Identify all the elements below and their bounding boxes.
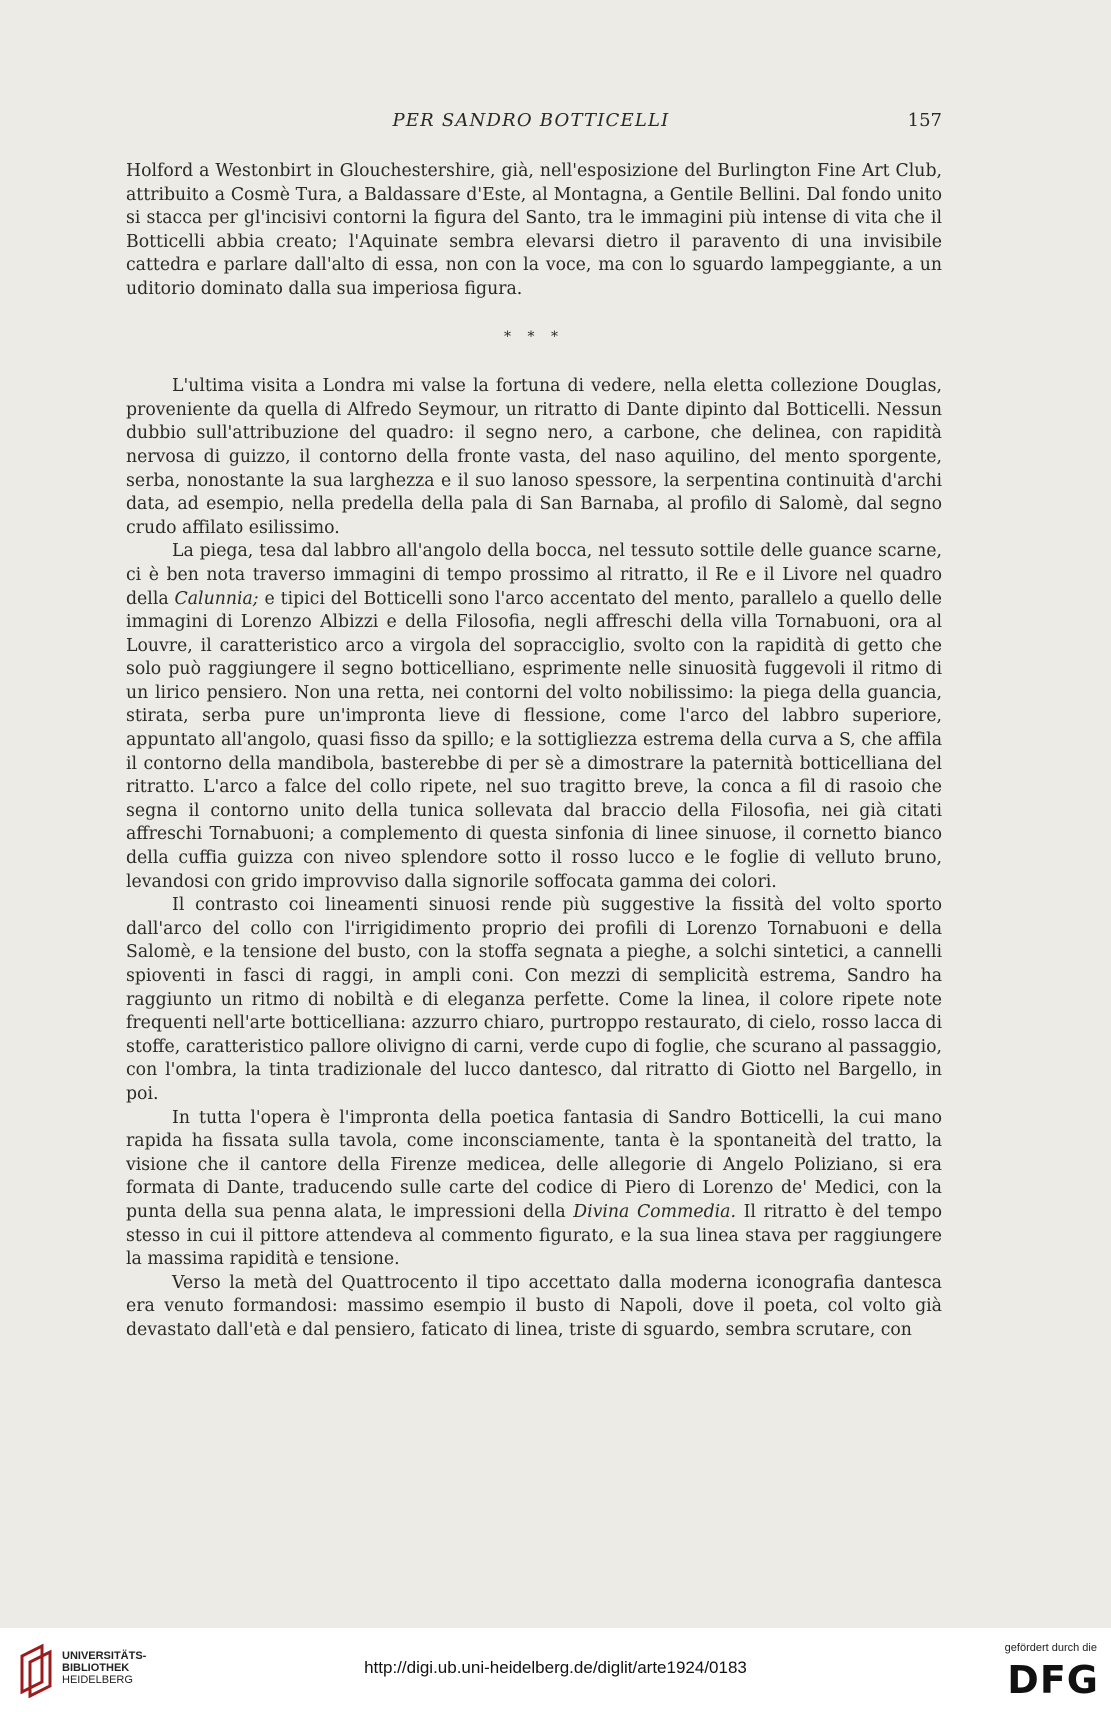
running-title: PER SANDRO BOTTICELLI: [392, 110, 670, 131]
paragraph-6: Verso la metà del Quattrocento il tipo accettato dalla moderna iconografia dantesca era venuto formandosi: massimo esempio il busto di Napoli, dove il poeta, col volto già devastato dall'età e dal pensiero, faticato di linea, triste di sguardo, sembra scrutare, con: [126, 1272, 942, 1340]
paragraph-5-text-a: In tutta l'opera è l'impronta della poetica fantasia di Sandro Botticelli, la cui mano rapida ha fissata sulla tavola, come inconsciamente, tanta è la spontaneità del tratto, la visione che il cantore della Firenze medicea, delle allegorie di Angelo Poliziano, si era formata di Dante, traducendo sulle carte del codice di Piero di Lorenzo de' Medici, con la punta della sua penna alata, le impressioni della: [126, 1107, 942, 1222]
running-head: [120, 110, 942, 140]
paragraph-3-text-a: La piega, tesa dal labbro all'angolo della bocca, nel tessuto sottile delle guance scarne, ci è ben nota traverso immagini di tempo prossimo al ritratto, il Re e il Livore nel quadro della: [126, 541, 942, 609]
library-line-2: BIBLIOTHEK: [62, 1662, 130, 1674]
source-url-link[interactable]: http://digi.ub.uni-heidelberg.de/diglit/arte1924/0183: [364, 1658, 747, 1677]
paragraph-5-italic-title: Divina Commedia.: [573, 1201, 736, 1222]
paragraph-1: Holford a Westonbirt in Glouchestershire, già, nell'esposizione del Burlington Fine Art Club, attribuito a Cosmè Tura, a Baldassare d'Este, al Montagna, a Gentile Bellini. Dal fondo unito si stacca per gl'incisivi contorni la figura del Santo, tra le immagini più intense di vita che il Botticelli abbia creato; l'Aquinate sembra elevarsi dietro il paravento di una invisibile cattedra e parlare dall'alto di essa, non con la voce, ma con lo sguardo lampeggiante, a un uditorio dominato dalla sua imperiosa figura.: [126, 161, 942, 299]
library-line-1: UNIVERSITÄTS-: [62, 1650, 147, 1662]
paragraph-3-italic-title: Calunnia;: [174, 588, 259, 609]
paragraph-3: [126, 540, 942, 894]
funding-label: gefördert durch die: [1004, 1642, 1097, 1654]
paragraph-2: L'ultima visita a Londra mi valse la fortuna di vedere, nella eletta collezione Douglas, proveniente da quella di Alfredo Seymour, un ritratto di Dante dipinto dal Botticelli. Nessun dubbio sull'attribuzione del quadro: il segno nero, a carbone, che delinea, con rapidità nervosa di guizzo, il contorno della fronte vasta, del naso aquilino, del mento sporgente, serba, nonostante la sua larghezza e il suo lanoso spessore, la serpentina continuità d'archi data, ad esempio, nella predella della pala di San Barnaba, al profilo di Salomè, dal segno crudo affilato esilissimo.: [126, 376, 942, 538]
page-number: 157: [907, 110, 942, 131]
library-line-3: HEIDELBERG: [62, 1674, 133, 1686]
paragraph-5-text-b: Il ritratto è del tempo stesso in cui il pittore attendeva al commento figurato, e la sua linea stava per raggiungere la massima rapidità e tensione.: [126, 1201, 942, 1270]
digitization-footer: [0, 1628, 1111, 1712]
section-separator: * * *: [504, 328, 564, 345]
dfg-logo: DFG: [1007, 1658, 1099, 1702]
paragraph-3-text-b: e tipici del Botticelli sono l'arco accentato del mento, parallelo a quello delle immagini di Lorenzo Albizzi e della Filosofia, negli affreschi della villa Tornabuoni, ora al Louvre, il caratteristico arco a virgola del sopracciglio, svolto con la rapidità di getto che solo può raggiungere il segno botticelliano, esprimente nelle sinuosità fuggevoli il ritmo di un lirico pensiero. Non una retta, nei contorni del volto nobilissimo: la piega della guancia, stirata, serba pure un'impronta lieve di flessione, come l'arco del labbro superiore, appuntato all'angolo, quasi fisso da spillo; e la sottigliezza estrema della curva a S, che affila il contorno della mandibola, basterebbe di per sè a dimostrare la paternità botticelliana del ritratto. L'arco a falce del collo ripete, nel suo tragitto breve, la conca a fil di rasoio che segna il contorno unito della tunica sollevata dal braccio della Filosofia, nei già citati affreschi Tornabuoni; a complemento di questa sinfonia di linee sinuose, il cornetto bianco della cuffia guizza con niveo splendore sotto il rosso lucco e le foglie di velluto bruno, levandosi con grido improvviso dalla signorile soffocata gamma dei colori.: [126, 588, 942, 892]
paragraph-4: Il contrasto coi lineamenti sinuosi rende più suggestive la fissità del volto sporto dall'arco del collo con l'irrigidimento proprio dei profili di Lorenzo Tornabuoni e della Salomè, e la tensione del busto, con la stoffa segnata a pieghe, a solchi sintetici, a cannelli spioventi in fasci di raggi, in ampli coni. Con mezzi di semplicità estrema, Sandro ha raggiunto un ritmo di nobiltà e di eleganza perfette. Come la linea, il colore ripete note frequenti nell'arte botticelliana: azzurro chiaro, purtroppo restaurato, di cielo, rosso lacca di stoffe, caratteristico pallore olivigno di carni, verde cupo di foglie, che scurano al passaggio, con l'ombra, la tinta tradizionale del lucco dantesco, dal ritratto di Giotto nel Bargello, in poi.: [126, 895, 942, 1104]
paragraph-5: [126, 1107, 942, 1272]
body-text: [126, 160, 942, 1343]
